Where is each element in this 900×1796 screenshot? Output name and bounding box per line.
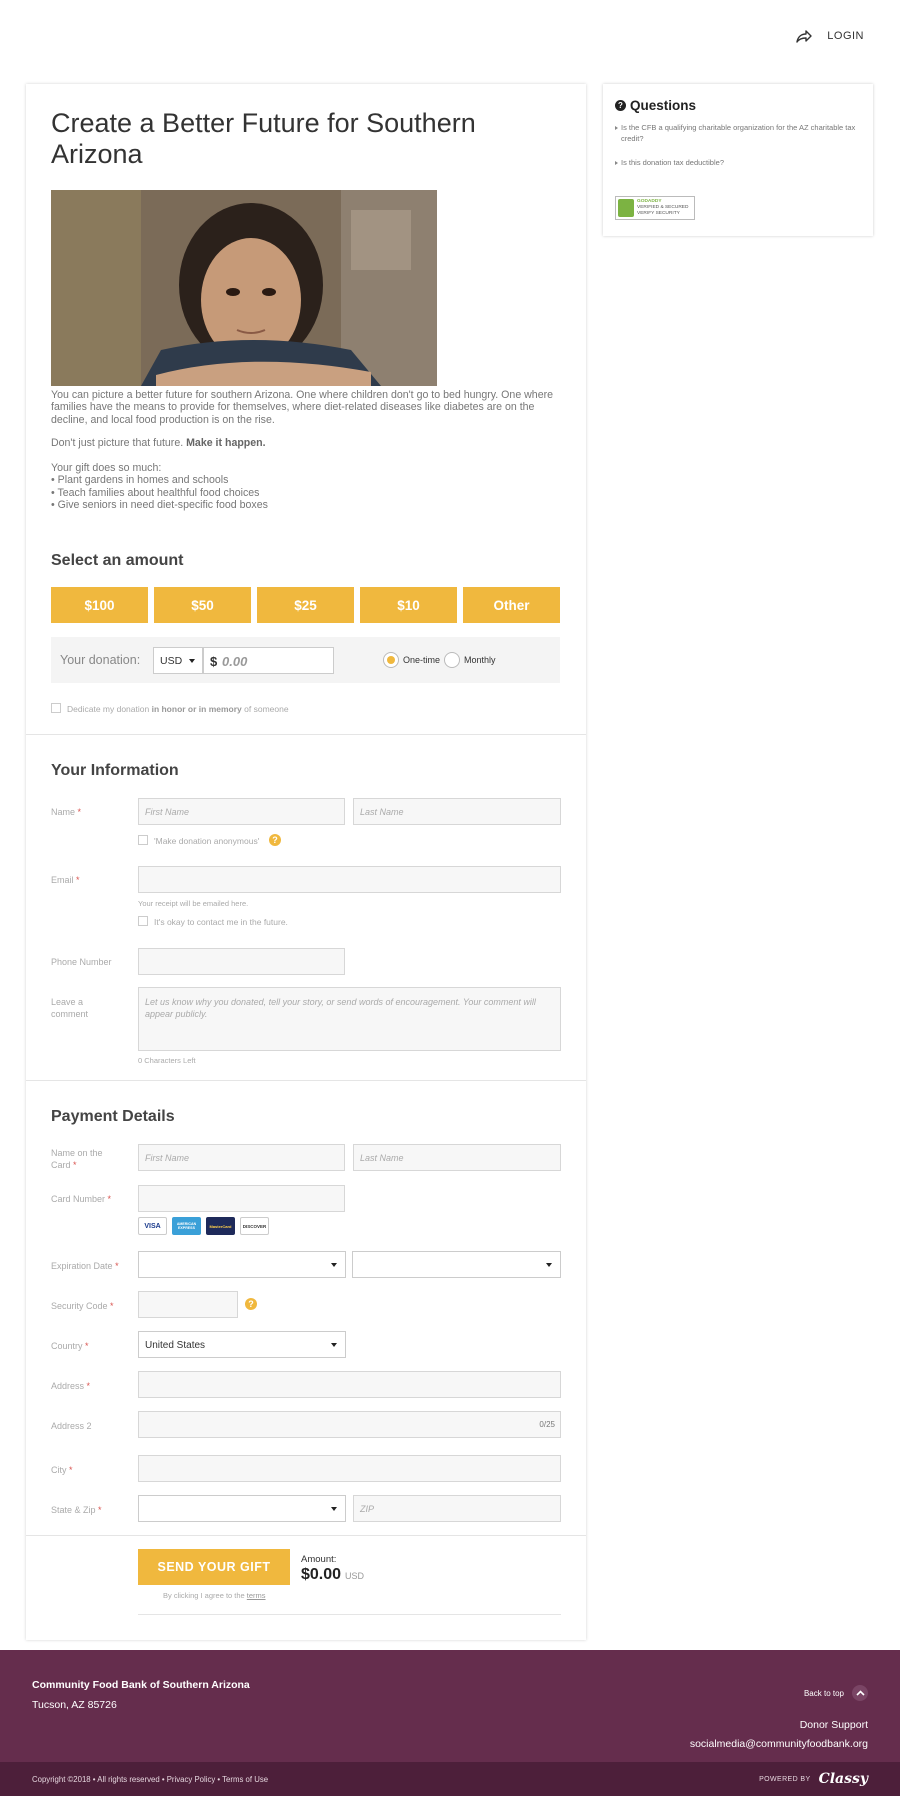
gift-item: • Plant gardens in homes and schools — [51, 474, 229, 487]
footer-org-name: Community Food Bank of Southern Arizona — [32, 1679, 250, 1691]
powered-by-label: POWERED BY — [759, 1775, 811, 1783]
name-on-card-label: Name on the Card * — [51, 1148, 103, 1170]
name-on-card-label-text: Name on the Card — [51, 1148, 103, 1170]
comment-placeholder: Let us know why you donated, tell your story, or send words of encouragement. Your comment will appear publicly. — [145, 997, 536, 1019]
donation-form-card — [26, 84, 586, 1640]
state-zip-label: State & Zip * — [51, 1505, 102, 1515]
last-name-placeholder: Last Name — [360, 807, 404, 817]
email-input[interactable] — [138, 866, 561, 893]
section-divider — [138, 1614, 561, 1615]
amount-button-10[interactable]: $10 — [360, 587, 457, 623]
lock-icon — [618, 199, 634, 217]
back-to-top-label: Back to top — [803, 1688, 844, 1698]
footer-bottom-bar — [0, 1762, 900, 1796]
gift-list — [51, 462, 563, 512]
classy-logo: Classy — [818, 1771, 868, 1787]
country-value: United States — [145, 1340, 206, 1351]
security-code-label-text: Security Code — [51, 1301, 108, 1311]
share-icon — [793, 26, 813, 46]
radio-monthly-label: Monthly — [464, 655, 496, 665]
radio-one-time-label: One-time — [403, 655, 441, 665]
zip-input[interactable] — [353, 1495, 561, 1522]
visa-icon: VISA — [138, 1217, 167, 1235]
city-label: City * — [51, 1465, 73, 1475]
currency-symbol: $ — [210, 654, 218, 669]
section-divider — [26, 734, 586, 735]
page-title: Create a Better Future for Southern Arizona — [51, 108, 476, 169]
state-select[interactable] — [138, 1495, 346, 1522]
question-link[interactable]: Is the CFB a qualifying charitable organization for the AZ charitable tax credit? — [615, 123, 861, 144]
campaign-call-to-action — [51, 437, 563, 449]
chevron-up-icon — [852, 1685, 868, 1701]
terms-link[interactable]: terms — [246, 1591, 266, 1600]
state-zip-label-text: State & Zip — [51, 1505, 96, 1515]
payment-details-heading: Payment Details — [51, 1108, 175, 1125]
top-bar — [0, 0, 900, 75]
question-icon: ? — [615, 100, 626, 111]
card-last-name-placeholder: Last Name — [360, 1153, 404, 1163]
comment-label: Leave a comment — [51, 997, 89, 1019]
amount-value: $0.00 — [301, 1566, 342, 1583]
gift-item: • Give seniors in need diet-specific food boxes — [51, 499, 268, 512]
currency-select[interactable] — [153, 647, 203, 674]
chevron-down-icon — [331, 1507, 337, 1511]
terms-prefix: By clicking I agree to the — [163, 1591, 247, 1600]
questions-title: Questions — [630, 98, 697, 113]
gift-item: • Teach families about healthful food choices — [51, 486, 260, 499]
dedicate-suffix: of someone — [241, 704, 289, 714]
security-code-label: Security Code * — [51, 1301, 114, 1311]
address-label: Address * — [51, 1381, 91, 1391]
characters-left: 0 Characters Left — [138, 1056, 196, 1065]
email-label-text: Email — [51, 875, 74, 885]
questions-heading — [615, 98, 861, 113]
address-input[interactable] — [138, 1371, 561, 1398]
donation-label: Your donation: — [60, 653, 141, 667]
donation-amount-input[interactable] — [203, 647, 334, 674]
contact-checkbox[interactable] — [138, 916, 148, 926]
city-label-text: City — [51, 1465, 67, 1475]
phone-input[interactable] — [138, 948, 345, 975]
footer — [0, 1650, 900, 1762]
amount-button-25[interactable]: $25 — [257, 587, 354, 623]
copyright: Copyright ©2018 • All rights reserved • Privacy Policy • Terms of Use — [32, 1775, 269, 1784]
card-number-label-text: Card Number — [51, 1194, 106, 1204]
chevron-down-icon — [331, 1263, 337, 1267]
address2-input[interactable] — [138, 1411, 561, 1438]
amount-button-50[interactable]: $50 — [154, 587, 251, 623]
comment-textarea[interactable] — [138, 987, 561, 1051]
country-label-text: Country — [51, 1341, 83, 1351]
contact-label: It's okay to contact me in the future. — [154, 917, 288, 927]
email-hint: Your receipt will be emailed here. — [138, 899, 249, 908]
help-icon[interactable]: ? — [269, 834, 281, 846]
phone-label: Phone Number — [51, 957, 112, 967]
amount-total — [301, 1566, 364, 1584]
amount-button-100[interactable]: $100 — [51, 587, 148, 623]
mastercard-icon: MasterCard — [206, 1217, 235, 1235]
radio-monthly[interactable] — [444, 652, 460, 668]
card-first-name-placeholder: First Name — [145, 1153, 190, 1163]
cta-prefix: Don't just picture that future. — [51, 437, 187, 449]
amount-button-other[interactable]: Other — [463, 587, 560, 623]
security-seal[interactable] — [615, 196, 695, 220]
currency-value: USD — [160, 655, 183, 667]
questions-card — [603, 84, 873, 236]
seal-main-text: VERIFIED & SECURED — [637, 205, 689, 210]
your-information-heading: Your Information — [51, 762, 179, 779]
expiration-year-select[interactable] — [352, 1251, 561, 1278]
chevron-down-icon — [546, 1263, 552, 1267]
address2-label: Address 2 — [51, 1421, 92, 1431]
anonymous-label: 'Make donation anonymous' — [154, 836, 260, 846]
seal-sub-text: VERIFY SECURITY — [637, 211, 680, 216]
expiration-month-select[interactable] — [138, 1251, 346, 1278]
card-number-input[interactable] — [138, 1185, 345, 1212]
send-gift-button[interactable]: SEND YOUR GIFT — [138, 1549, 290, 1585]
amount-label: Amount: — [301, 1554, 337, 1565]
anonymous-checkbox[interactable] — [138, 835, 148, 845]
security-code-input[interactable] — [138, 1291, 238, 1318]
campaign-description: You can picture a better future for southern Arizona. One where children don't go to bed hungry. One where families have the means to provide for themselves, where diet-related diseases like diabetes are on the decline, and local food production is on the rise. — [51, 389, 554, 426]
login-link[interactable] — [793, 26, 864, 46]
login-label: LOGIN — [827, 30, 864, 42]
country-label: Country * — [51, 1341, 89, 1351]
chevron-down-icon — [189, 659, 195, 663]
seal-text — [637, 199, 688, 217]
discover-icon: DISCOVER — [240, 1217, 269, 1235]
dedicate-label — [67, 704, 289, 714]
country-select[interactable] — [138, 1331, 346, 1358]
donor-support-email[interactable]: socialmedia@communityfoodbank.org — [689, 1738, 868, 1750]
dedicate-prefix: Dedicate my donation — [67, 704, 152, 714]
zip-placeholder: ZIP — [360, 1504, 375, 1514]
address-label-text: Address — [51, 1381, 85, 1391]
terms-notice — [163, 1591, 266, 1600]
last-name-input[interactable] — [353, 798, 561, 825]
first-name-placeholder: First Name — [145, 807, 190, 817]
card-first-name-input[interactable] — [138, 1144, 345, 1171]
question-link[interactable]: Is this donation tax deductible? — [615, 158, 861, 169]
dedicate-checkbox[interactable] — [51, 703, 61, 713]
section-divider — [26, 1535, 586, 1536]
amount-placeholder: 0.00 — [222, 654, 248, 669]
powered-by[interactable] — [759, 1771, 868, 1787]
chevron-down-icon — [331, 1343, 337, 1347]
amount-currency: USD — [345, 1571, 365, 1581]
seal-brand: GODADDY — [637, 199, 662, 204]
expiration-label-text: Expiration Date — [51, 1261, 113, 1271]
address2-counter: 0/25 — [539, 1420, 555, 1429]
amex-icon: AMERICAN EXPRESS — [172, 1217, 201, 1235]
email-label: Email * — [51, 875, 80, 885]
name-label: Name * — [51, 807, 82, 817]
cta-bold: Make it happen. — [186, 437, 266, 449]
help-icon[interactable]: ? — [245, 1298, 257, 1310]
back-to-top-link[interactable] — [804, 1685, 868, 1701]
card-number-label: Card Number * — [51, 1194, 112, 1204]
expiration-label: Expiration Date * — [51, 1261, 119, 1271]
card-last-name-input[interactable] — [353, 1144, 561, 1171]
hero-image — [51, 190, 437, 386]
donor-support-label: Donor Support — [799, 1719, 868, 1731]
card-brands — [138, 1217, 269, 1235]
section-divider — [26, 1080, 586, 1081]
gift-intro: Your gift does so much: — [51, 462, 162, 474]
first-name-input[interactable] — [138, 798, 345, 825]
city-input[interactable] — [138, 1455, 561, 1482]
footer-location: Tucson, AZ 85726 — [32, 1699, 117, 1711]
select-amount-heading: Select an amount — [51, 552, 184, 569]
radio-one-time[interactable] — [383, 652, 399, 668]
dedicate-bold: in honor or in memory — [151, 704, 242, 714]
donation-entry-box — [51, 637, 560, 683]
name-label-text: Name — [51, 807, 76, 817]
